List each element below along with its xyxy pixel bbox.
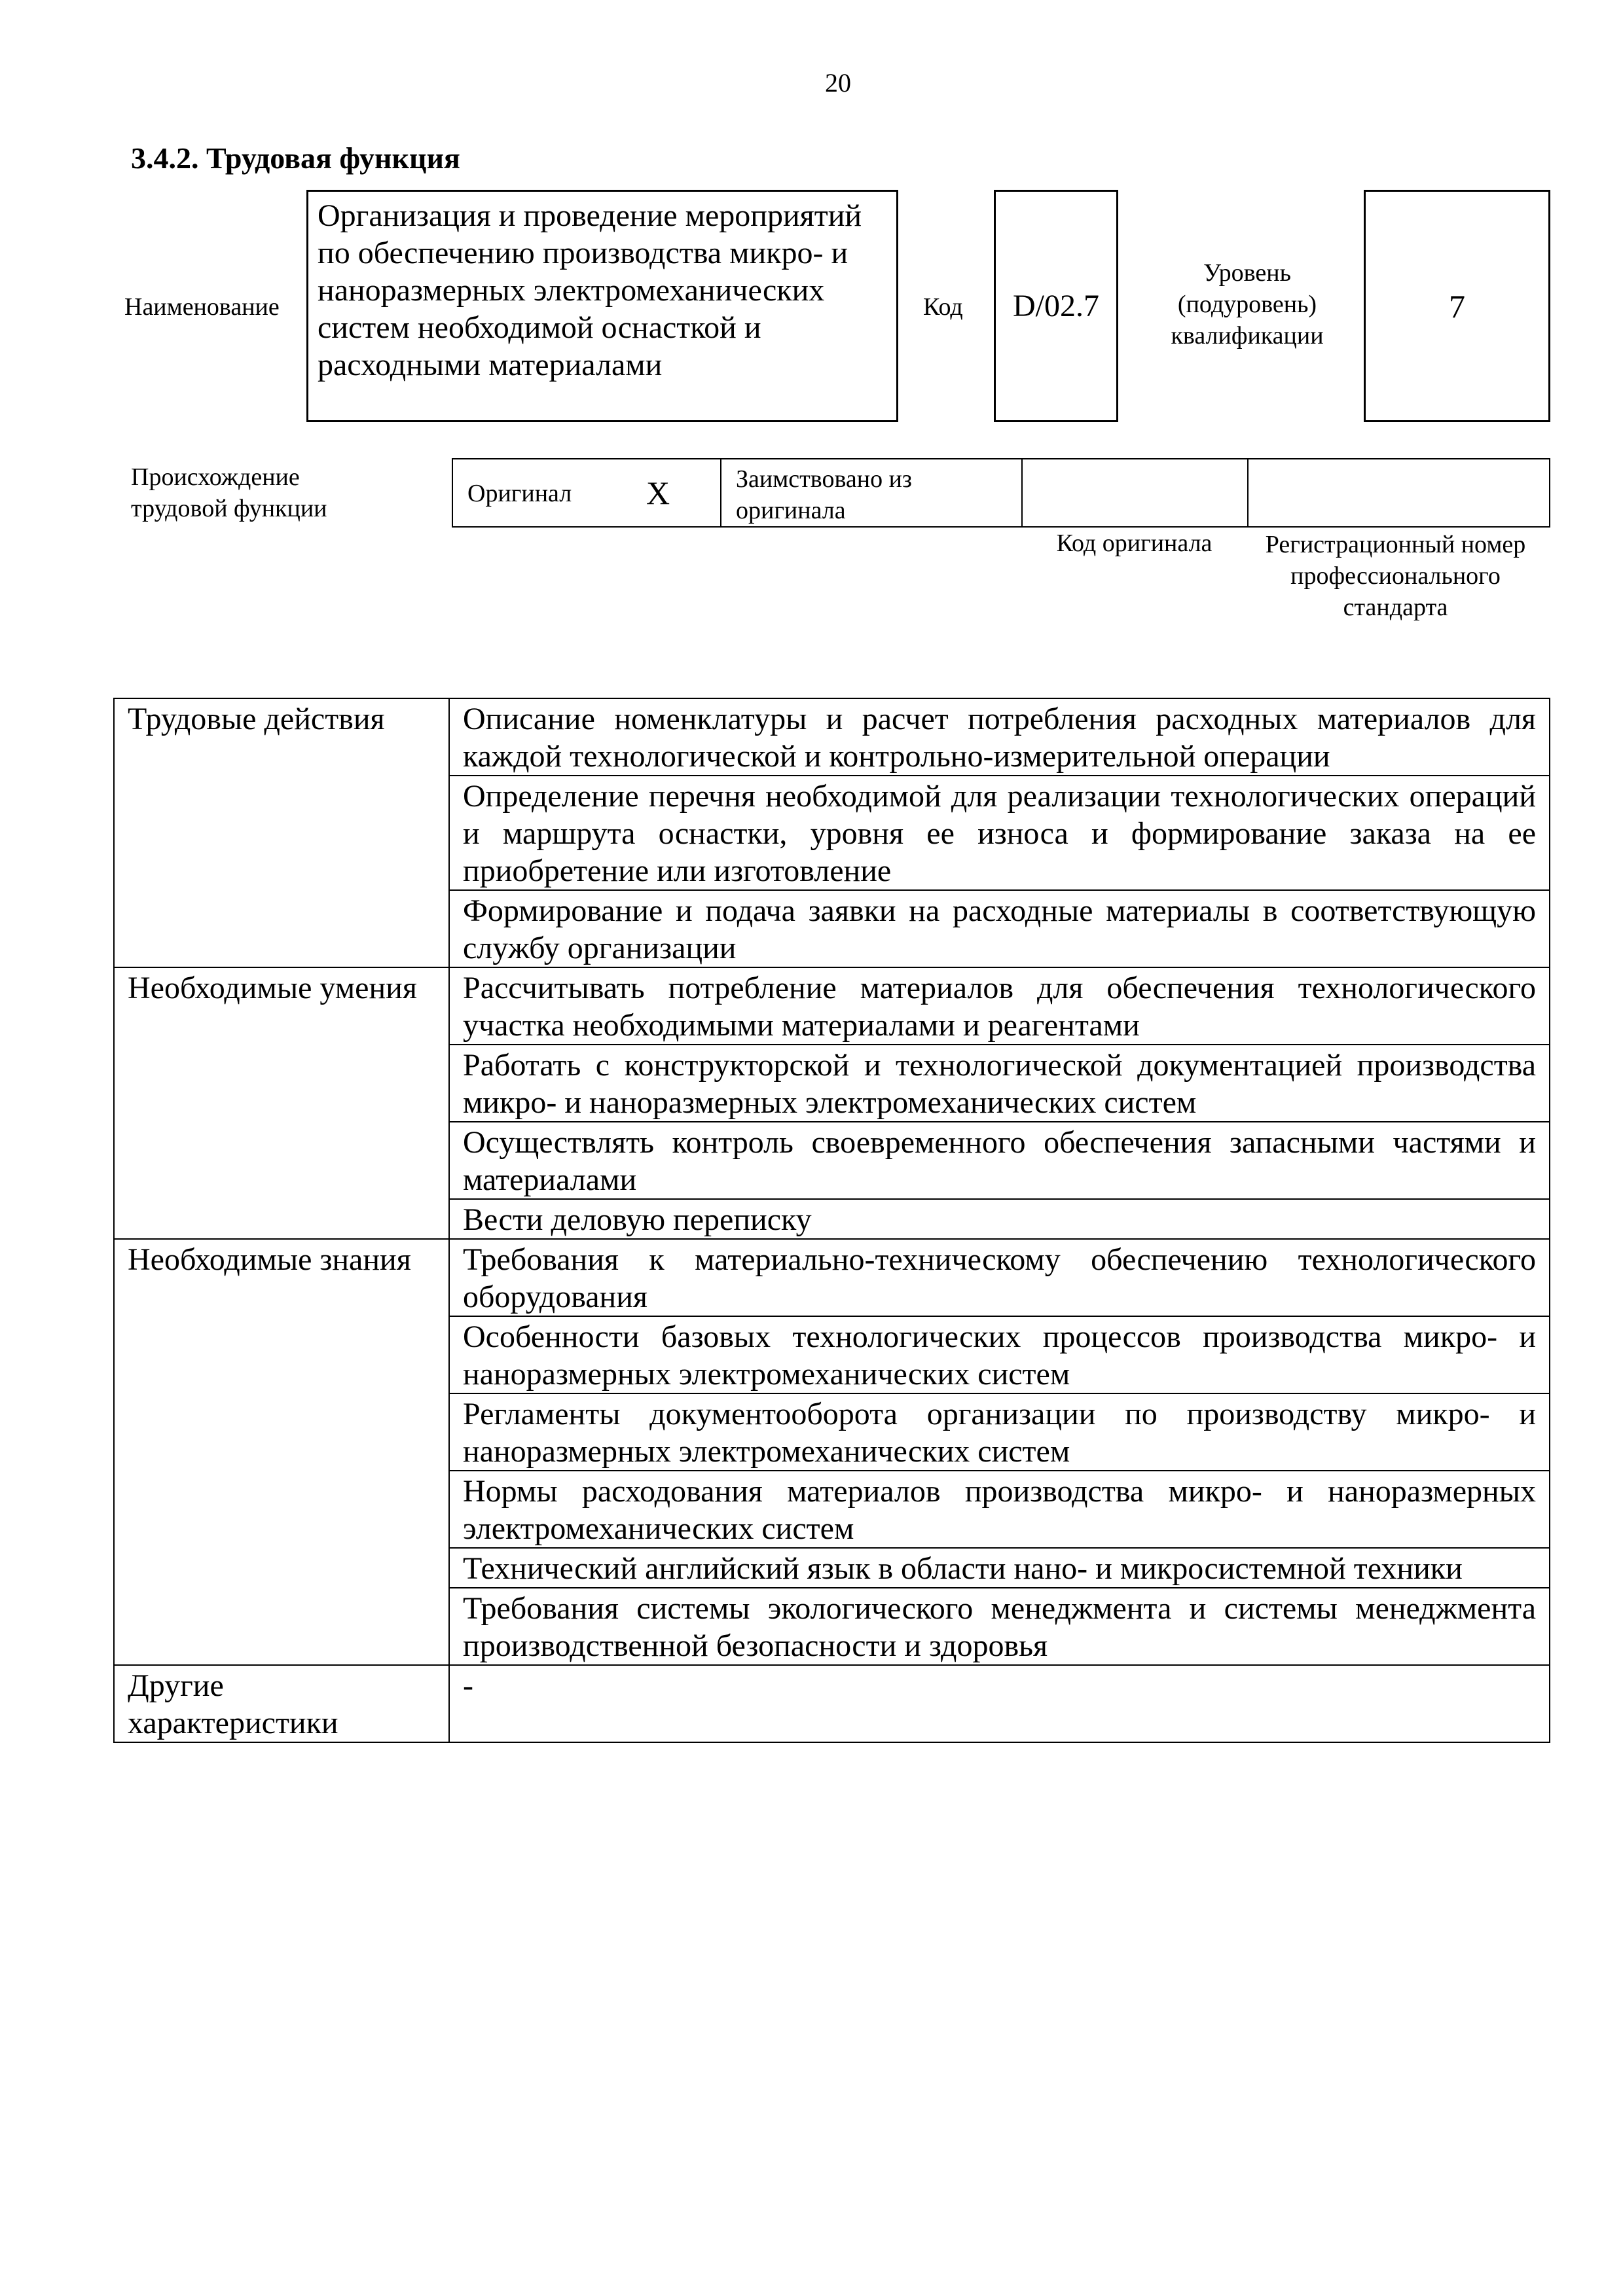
reg-number-label-line-1: Регистрационный номер [1265, 531, 1526, 558]
item-cell: Технический английский язык в области нано- и микросистемной техники [449, 1548, 1550, 1588]
level-label [1136, 257, 1359, 351]
item-cell: Определение перечня необходимой для реализации технологических операций и маршрута оснастки, уровня ее износа и формирование заказа на ее приобретение или изготовление [449, 776, 1550, 890]
original-cell [453, 459, 721, 526]
category-cell: Другие характеристики [114, 1665, 449, 1742]
function-name-value: Организация и проведение мероприятий по обеспечению производства микро- и наноразмерных электромеханических систем необходимой оснасткой и расходными материалами [318, 198, 862, 382]
name-label: Наименование [124, 293, 280, 321]
table-row [114, 698, 1550, 776]
function-details-table [113, 698, 1550, 1743]
item-cell: Вести деловую переписку [449, 1199, 1550, 1239]
code-label: Код [923, 293, 963, 321]
reg-number-label-line-3: стандарта [1343, 594, 1448, 621]
origin-table [452, 458, 1550, 528]
function-name-box [306, 190, 898, 422]
table-row [114, 967, 1550, 1045]
reg-number-label [1244, 529, 1547, 623]
item-cell: Требования системы экологического менеджмента и системы менеджмента производственной безопасности и здоровья [449, 1588, 1550, 1665]
code-value: D/02.7 [1013, 289, 1099, 323]
item-cell: Формирование и подача заявки на расходные материалы в соответствующую службу организации [449, 890, 1550, 967]
item-cell: - [449, 1665, 1550, 1742]
item-cell: Рассчитывать потребление материалов для обеспечения технологического участка необходимыми материалами и реагентами [449, 967, 1550, 1045]
level-label-line-3: квалификации [1171, 322, 1324, 350]
item-cell: Регламенты документооборота организации по производству микро- и наноразмерных электромеханических систем [449, 1393, 1550, 1471]
item-cell: Требования к материально-техническому обеспечению технологического оборудования [449, 1239, 1550, 1316]
item-cell: Осуществлять контроль своевременного обеспечения запасными частями и материалами [449, 1122, 1550, 1199]
category-cell: Трудовые действия [114, 698, 449, 967]
reg-number-label-line-2: профессионального [1290, 562, 1501, 590]
table-row [114, 1239, 1550, 1316]
level-label-line-1: Уровень [1203, 259, 1291, 287]
origin-label-line-2: трудовой функции [131, 495, 327, 522]
item-cell: Нормы расходования материалов производства микро- и наноразмерных электромеханических систем [449, 1471, 1550, 1548]
level-label-line-2: (подуровень) [1177, 291, 1317, 318]
item-cell: Особенности базовых технологических процессов производства микро- и наноразмерных электромеханических систем [449, 1316, 1550, 1393]
origin-label-line-1: Происхождение [131, 463, 300, 491]
level-box [1364, 190, 1550, 422]
category-cell: Необходимые знания [114, 1239, 449, 1665]
reg-number-cell [1249, 459, 1552, 526]
section-title: 3.4.2. Трудовая функция [131, 141, 460, 175]
code-box [994, 190, 1118, 422]
category-cell: Необходимые умения [114, 967, 449, 1239]
original-code-cell [1023, 459, 1249, 526]
level-value: 7 [1449, 287, 1465, 325]
original-mark: X [646, 475, 670, 511]
borrowed-label: Заимствовано из оригинала [736, 465, 912, 524]
table-row [114, 1665, 1550, 1742]
code-original-label: Код оригинала [1056, 529, 1213, 557]
borrowed-cell [721, 459, 1023, 526]
page-number: 20 [825, 68, 851, 98]
item-cell: Работать с конструкторской и технологической документацией производства микро- и наноразмерных электромеханических систем [449, 1045, 1550, 1122]
origin-label [131, 461, 327, 524]
item-cell: Описание номенклатуры и расчет потребления расходных материалов для каждой технологической и контрольно-измерительной операции [449, 698, 1550, 776]
original-label: Оригинал [467, 480, 572, 507]
